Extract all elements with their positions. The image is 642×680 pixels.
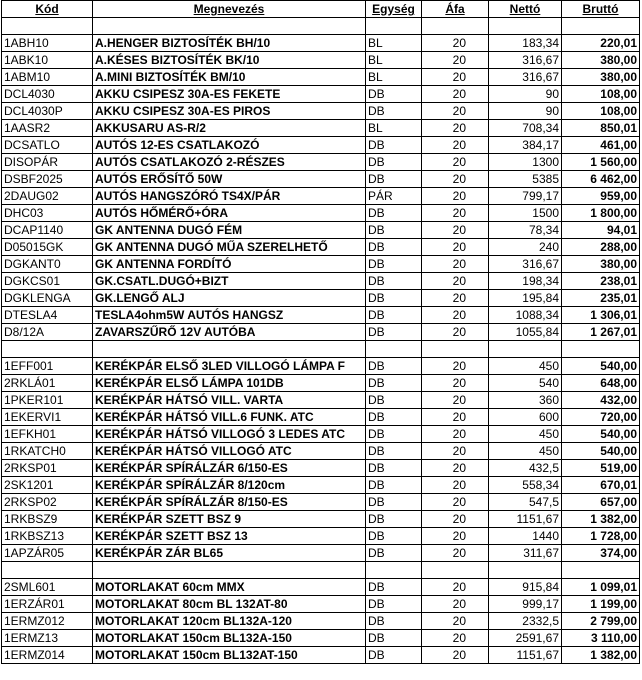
product-name-cell: A.MINI BIZTOSÍTÉK BM/10 (93, 69, 366, 86)
gross-price-cell: 6 462,00 (562, 171, 640, 188)
gross-price-cell: 1 306,01 (562, 307, 640, 324)
header-kod: Kód (2, 1, 93, 18)
product-name-cell (93, 562, 366, 579)
table-row (2, 494, 640, 511)
unit-cell: DB (366, 630, 422, 647)
unit-cell: DB (366, 477, 422, 494)
product-code-cell: 1RKATCH0 (2, 443, 93, 460)
vat-cell: 20 (422, 35, 489, 52)
product-code-cell: DCAP1140 (2, 222, 93, 239)
table-row (2, 358, 640, 375)
product-name-cell: GK.LENGŐ ALJ (93, 290, 366, 307)
net-price-cell (489, 18, 562, 35)
product-name-cell: MOTORLAKAT 150cm BL132A-150 (93, 630, 366, 647)
gross-price-cell: 850,01 (562, 120, 640, 137)
product-code-cell: DGKANT0 (2, 256, 93, 273)
unit-cell: DB (366, 647, 422, 664)
product-code-cell: 1EFF001 (2, 358, 93, 375)
product-name-cell: GK ANTENNA DUGÓ FÉM (93, 222, 366, 239)
unit-cell: DB (366, 426, 422, 443)
product-name-cell: AUTÓS HANGSZÓRÓ TS4X/PÁR (93, 188, 366, 205)
product-name-cell: AUTÓS 12-ES CSATLAKOZÓ (93, 137, 366, 154)
unit-cell: DB (366, 494, 422, 511)
gross-price-cell: 3 110,00 (562, 630, 640, 647)
net-price-cell: 1500 (489, 205, 562, 222)
gross-price-cell: 432,00 (562, 392, 640, 409)
net-price-cell: 558,34 (489, 477, 562, 494)
gross-price-cell: 720,00 (562, 409, 640, 426)
vat-cell: 20 (422, 205, 489, 222)
gross-price-cell: 1 382,00 (562, 647, 640, 664)
product-name-cell: GK.CSATL.DUGÓ+BIZT (93, 273, 366, 290)
gross-price-cell: 648,00 (562, 375, 640, 392)
net-price-cell: 600 (489, 409, 562, 426)
product-name-cell: A.KÉSES BIZTOSÍTÉK BK/10 (93, 52, 366, 69)
product-name-cell: KERÉKPÁR HÁTSÓ VILLOGÓ 3 LEDES ATC (93, 426, 366, 443)
gross-price-cell: 461,00 (562, 137, 640, 154)
vat-cell: 20 (422, 273, 489, 290)
net-price-cell: 311,67 (489, 545, 562, 562)
unit-cell: DB (366, 205, 422, 222)
product-name-cell: MOTORLAKAT 150cm BL132AT-150 (93, 647, 366, 664)
gross-price-cell (562, 341, 640, 358)
unit-cell: DB (366, 375, 422, 392)
table-row (2, 103, 640, 120)
vat-cell: 20 (422, 120, 489, 137)
table-row (2, 477, 640, 494)
product-code-cell: DGKCS01 (2, 273, 93, 290)
unit-cell: DB (366, 103, 422, 120)
gross-price-cell: 108,00 (562, 103, 640, 120)
gross-price-cell: 657,00 (562, 494, 640, 511)
vat-cell: 20 (422, 239, 489, 256)
table-row (2, 120, 640, 137)
vat-cell: 20 (422, 154, 489, 171)
gross-price-cell: 374,00 (562, 545, 640, 562)
net-price-cell: 90 (489, 86, 562, 103)
table-row (2, 324, 640, 341)
net-price-cell: 999,17 (489, 596, 562, 613)
header-row (2, 1, 640, 18)
vat-cell: 20 (422, 511, 489, 528)
table-row (2, 596, 640, 613)
product-name-cell: AUTÓS HŐMÉRŐ+ÓRA (93, 205, 366, 222)
product-name-cell: KERÉKPÁR SZETT BSZ 13 (93, 528, 366, 545)
product-code-cell: D8/12A (2, 324, 93, 341)
vat-cell: 20 (422, 188, 489, 205)
product-code-cell: 1PKER101 (2, 392, 93, 409)
product-code-cell: 2RKSP02 (2, 494, 93, 511)
net-price-cell: 708,34 (489, 120, 562, 137)
unit-cell: BL (366, 120, 422, 137)
table-row (2, 171, 640, 188)
net-price-cell: 384,17 (489, 137, 562, 154)
table-row (2, 375, 640, 392)
vat-cell: 20 (422, 358, 489, 375)
net-price-cell: 915,84 (489, 579, 562, 596)
table-row (2, 52, 640, 69)
product-code-cell: DSBF2025 (2, 171, 93, 188)
net-price-cell: 547,5 (489, 494, 562, 511)
unit-cell: BL (366, 52, 422, 69)
header-netto: Nettó (489, 1, 562, 18)
net-price-cell: 540 (489, 375, 562, 392)
unit-cell: DB (366, 613, 422, 630)
product-name-cell: AKKU CSIPESZ 30A-ES FEKETE (93, 86, 366, 103)
vat-cell: 20 (422, 256, 489, 273)
vat-cell: 20 (422, 324, 489, 341)
product-code-cell: 2SK1201 (2, 477, 93, 494)
vat-cell: 20 (422, 52, 489, 69)
product-name-cell: GK ANTENNA DUGÓ MŰA SZERELHETŐ (93, 239, 366, 256)
table-row (2, 647, 640, 664)
unit-cell: DB (366, 392, 422, 409)
unit-cell: DB (366, 154, 422, 171)
gross-price-cell: 1 199,00 (562, 596, 640, 613)
product-code-cell: DCL4030 (2, 86, 93, 103)
vat-cell: 20 (422, 86, 489, 103)
gross-price-cell: 519,00 (562, 460, 640, 477)
unit-cell: DB (366, 222, 422, 239)
vat-cell: 20 (422, 426, 489, 443)
vat-cell: 20 (422, 290, 489, 307)
unit-cell: DB (366, 579, 422, 596)
table-row (2, 579, 640, 596)
gross-price-cell: 238,01 (562, 273, 640, 290)
table-row (2, 69, 640, 86)
net-price-cell: 316,67 (489, 52, 562, 69)
product-code-cell: 2RKSP01 (2, 460, 93, 477)
vat-cell (422, 341, 489, 358)
product-code-cell: 1EKERVI1 (2, 409, 93, 426)
vat-cell: 20 (422, 494, 489, 511)
product-name-cell: TESLA4ohm5W AUTÓS HANGSZ (93, 307, 366, 324)
unit-cell: DB (366, 528, 422, 545)
net-price-cell (489, 562, 562, 579)
product-name-cell: KERÉKPÁR ELSŐ 3LED VILLOGÓ LÁMPA F (93, 358, 366, 375)
product-code-cell: 1ABK10 (2, 52, 93, 69)
gross-price-cell: 1 382,00 (562, 511, 640, 528)
vat-cell: 20 (422, 307, 489, 324)
vat-cell: 20 (422, 69, 489, 86)
product-code-cell: DGKLENGA (2, 290, 93, 307)
price-list-table (1, 0, 640, 664)
gross-price-cell: 670,01 (562, 477, 640, 494)
vat-cell: 20 (422, 579, 489, 596)
unit-cell: BL (366, 35, 422, 52)
table-row (2, 256, 640, 273)
vat-cell: 20 (422, 222, 489, 239)
product-name-cell: KERÉKPÁR ZÁR BL65 (93, 545, 366, 562)
gross-price-cell: 2 799,00 (562, 613, 640, 630)
unit-cell: DB (366, 324, 422, 341)
net-price-cell: 240 (489, 239, 562, 256)
product-name-cell: AUTÓS CSATLAKOZÓ 2-RÉSZES (93, 154, 366, 171)
net-price-cell: 5385 (489, 171, 562, 188)
header-brutto: Bruttó (562, 1, 640, 18)
product-name-cell: MOTORLAKAT 60cm MMX (93, 579, 366, 596)
product-code-cell: DISOPÁR (2, 154, 93, 171)
product-code-cell: 1ERMZ012 (2, 613, 93, 630)
table-row (2, 426, 640, 443)
table-row (2, 443, 640, 460)
product-name-cell: KERÉKPÁR HÁTSÓ VILL. VARTA (93, 392, 366, 409)
table-row (2, 545, 640, 562)
unit-cell: DB (366, 256, 422, 273)
net-price-cell: 1088,34 (489, 307, 562, 324)
gross-price-cell: 108,00 (562, 86, 640, 103)
vat-cell: 20 (422, 460, 489, 477)
table-row (2, 205, 640, 222)
product-code-cell: 1APZÁR05 (2, 545, 93, 562)
product-name-cell: AKKUSARU AS-R/2 (93, 120, 366, 137)
gross-price-cell (562, 18, 640, 35)
product-name-cell (93, 341, 366, 358)
unit-cell: DB (366, 460, 422, 477)
product-code-cell: DTESLA4 (2, 307, 93, 324)
product-name-cell: ZAVARSZŰRŐ 12V AUTÓBA (93, 324, 366, 341)
unit-cell: DB (366, 307, 422, 324)
product-code-cell: 1ABH10 (2, 35, 93, 52)
unit-cell (366, 18, 422, 35)
product-name-cell: KERÉKPÁR SPÍRÁLZÁR 8/120cm (93, 477, 366, 494)
product-code-cell: 1ERMZ13 (2, 630, 93, 647)
unit-cell: DB (366, 443, 422, 460)
gross-price-cell: 380,00 (562, 256, 640, 273)
product-name-cell: MOTORLAKAT 120cm BL132A-120 (93, 613, 366, 630)
product-code-cell: DHC03 (2, 205, 93, 222)
unit-cell: DB (366, 86, 422, 103)
product-name-cell: KERÉKPÁR HÁTSÓ VILL.6 FUNK. ATC (93, 409, 366, 426)
gross-price-cell: 1 728,00 (562, 528, 640, 545)
unit-cell: DB (366, 409, 422, 426)
gross-price-cell: 235,01 (562, 290, 640, 307)
product-code-cell: 1ABM10 (2, 69, 93, 86)
net-price-cell: 450 (489, 443, 562, 460)
unit-cell: DB (366, 358, 422, 375)
vat-cell: 20 (422, 647, 489, 664)
net-price-cell: 450 (489, 426, 562, 443)
gross-price-cell: 1 560,00 (562, 154, 640, 171)
unit-cell: DB (366, 545, 422, 562)
vat-cell: 20 (422, 630, 489, 647)
product-code-cell: 2DAUG02 (2, 188, 93, 205)
product-name-cell: GK ANTENNA FORDÍTÓ (93, 256, 366, 273)
net-price-cell: 1151,67 (489, 647, 562, 664)
unit-cell: DB (366, 137, 422, 154)
product-code-cell (2, 341, 93, 358)
unit-cell: DB (366, 290, 422, 307)
gross-price-cell: 380,00 (562, 69, 640, 86)
net-price-cell: 195,84 (489, 290, 562, 307)
product-code-cell: DCL4030P (2, 103, 93, 120)
net-price-cell: 450 (489, 358, 562, 375)
table-row (2, 188, 640, 205)
product-name-cell: AUTÓS ERŐSÍTŐ 50W (93, 171, 366, 188)
product-code-cell: 1AASR2 (2, 120, 93, 137)
unit-cell (366, 562, 422, 579)
gross-price-cell: 540,00 (562, 443, 640, 460)
product-name-cell: A.HENGER BIZTOSÍTÉK BH/10 (93, 35, 366, 52)
table-row (2, 273, 640, 290)
vat-cell (422, 562, 489, 579)
gross-price-cell: 288,00 (562, 239, 640, 256)
unit-cell: DB (366, 171, 422, 188)
table-row (2, 239, 640, 256)
product-code-cell: DCSATLO (2, 137, 93, 154)
vat-cell: 20 (422, 443, 489, 460)
table-row (2, 137, 640, 154)
vat-cell: 20 (422, 409, 489, 426)
net-price-cell: 799,17 (489, 188, 562, 205)
unit-cell: DB (366, 596, 422, 613)
net-price-cell: 78,34 (489, 222, 562, 239)
unit-cell: PÁR (366, 188, 422, 205)
gross-price-cell: 540,00 (562, 426, 640, 443)
vat-cell: 20 (422, 171, 489, 188)
table-row (2, 409, 640, 426)
product-code-cell: 1RKBSZ9 (2, 511, 93, 528)
table-row (2, 307, 640, 324)
vat-cell: 20 (422, 528, 489, 545)
net-price-cell: 198,34 (489, 273, 562, 290)
header-unit: Egység (366, 1, 422, 18)
net-price-cell: 432,5 (489, 460, 562, 477)
table-row (2, 511, 640, 528)
product-name-cell: KERÉKPÁR ELSŐ LÁMPA 101DB (93, 375, 366, 392)
vat-cell: 20 (422, 137, 489, 154)
unit-cell: DB (366, 239, 422, 256)
gross-price-cell: 220,01 (562, 35, 640, 52)
gross-price-cell: 1 267,01 (562, 324, 640, 341)
product-code-cell: D05015GK (2, 239, 93, 256)
table-row (2, 528, 640, 545)
net-price-cell: 1055,84 (489, 324, 562, 341)
table-row (2, 154, 640, 171)
unit-cell (366, 341, 422, 358)
unit-cell: DB (366, 511, 422, 528)
table-row (2, 392, 640, 409)
net-price-cell: 2591,67 (489, 630, 562, 647)
product-name-cell: KERÉKPÁR HÁTSÓ VILLOGÓ ATC (93, 443, 366, 460)
vat-cell: 20 (422, 392, 489, 409)
table-row (2, 630, 640, 647)
product-name-cell: KERÉKPÁR SPÍRÁLZÁR 6/150-ES (93, 460, 366, 477)
net-price-cell: 316,67 (489, 69, 562, 86)
table-row (2, 290, 640, 307)
product-name-cell: MOTORLAKAT 80cm BL 132AT-80 (93, 596, 366, 613)
table-row (2, 222, 640, 239)
product-code-cell: 1ERMZ014 (2, 647, 93, 664)
net-price-cell: 1151,67 (489, 511, 562, 528)
table-row (2, 86, 640, 103)
net-price-cell: 183,34 (489, 35, 562, 52)
table-row (2, 613, 640, 630)
net-price-cell: 360 (489, 392, 562, 409)
gross-price-cell: 380,00 (562, 52, 640, 69)
product-name-cell: KERÉKPÁR SZETT BSZ 9 (93, 511, 366, 528)
gross-price-cell: 1 099,01 (562, 579, 640, 596)
product-code-cell: 2RKLÁ01 (2, 375, 93, 392)
spacer-row (2, 18, 640, 35)
spacer-row (2, 562, 640, 579)
unit-cell: DB (366, 273, 422, 290)
spacer-row (2, 341, 640, 358)
header-afa: Áfa (422, 1, 489, 18)
product-code-cell (2, 18, 93, 35)
gross-price-cell: 94,01 (562, 222, 640, 239)
gross-price-cell: 1 800,00 (562, 205, 640, 222)
product-code-cell: 1ERZÁR01 (2, 596, 93, 613)
gross-price-cell: 959,00 (562, 188, 640, 205)
product-code-cell (2, 562, 93, 579)
vat-cell: 20 (422, 375, 489, 392)
product-name-cell: KERÉKPÁR SPÍRÁLZÁR 8/150-ES (93, 494, 366, 511)
product-code-cell: 1EFKH01 (2, 426, 93, 443)
product-code-cell: 2SML601 (2, 579, 93, 596)
table-row (2, 460, 640, 477)
table-row (2, 35, 640, 52)
vat-cell (422, 18, 489, 35)
gross-price-cell: 540,00 (562, 358, 640, 375)
product-code-cell: 1RKBSZ13 (2, 528, 93, 545)
net-price-cell: 2332,5 (489, 613, 562, 630)
vat-cell: 20 (422, 477, 489, 494)
vat-cell: 20 (422, 596, 489, 613)
net-price-cell: 1300 (489, 154, 562, 171)
unit-cell: BL (366, 69, 422, 86)
net-price-cell (489, 341, 562, 358)
product-name-cell (93, 18, 366, 35)
net-price-cell: 1440 (489, 528, 562, 545)
product-name-cell: AKKU CSIPESZ 30A-ES PIROS (93, 103, 366, 120)
gross-price-cell (562, 562, 640, 579)
vat-cell: 20 (422, 613, 489, 630)
net-price-cell: 316,67 (489, 256, 562, 273)
vat-cell: 20 (422, 545, 489, 562)
net-price-cell: 90 (489, 103, 562, 120)
header-name: Megnevezés (93, 1, 366, 18)
vat-cell: 20 (422, 103, 489, 120)
